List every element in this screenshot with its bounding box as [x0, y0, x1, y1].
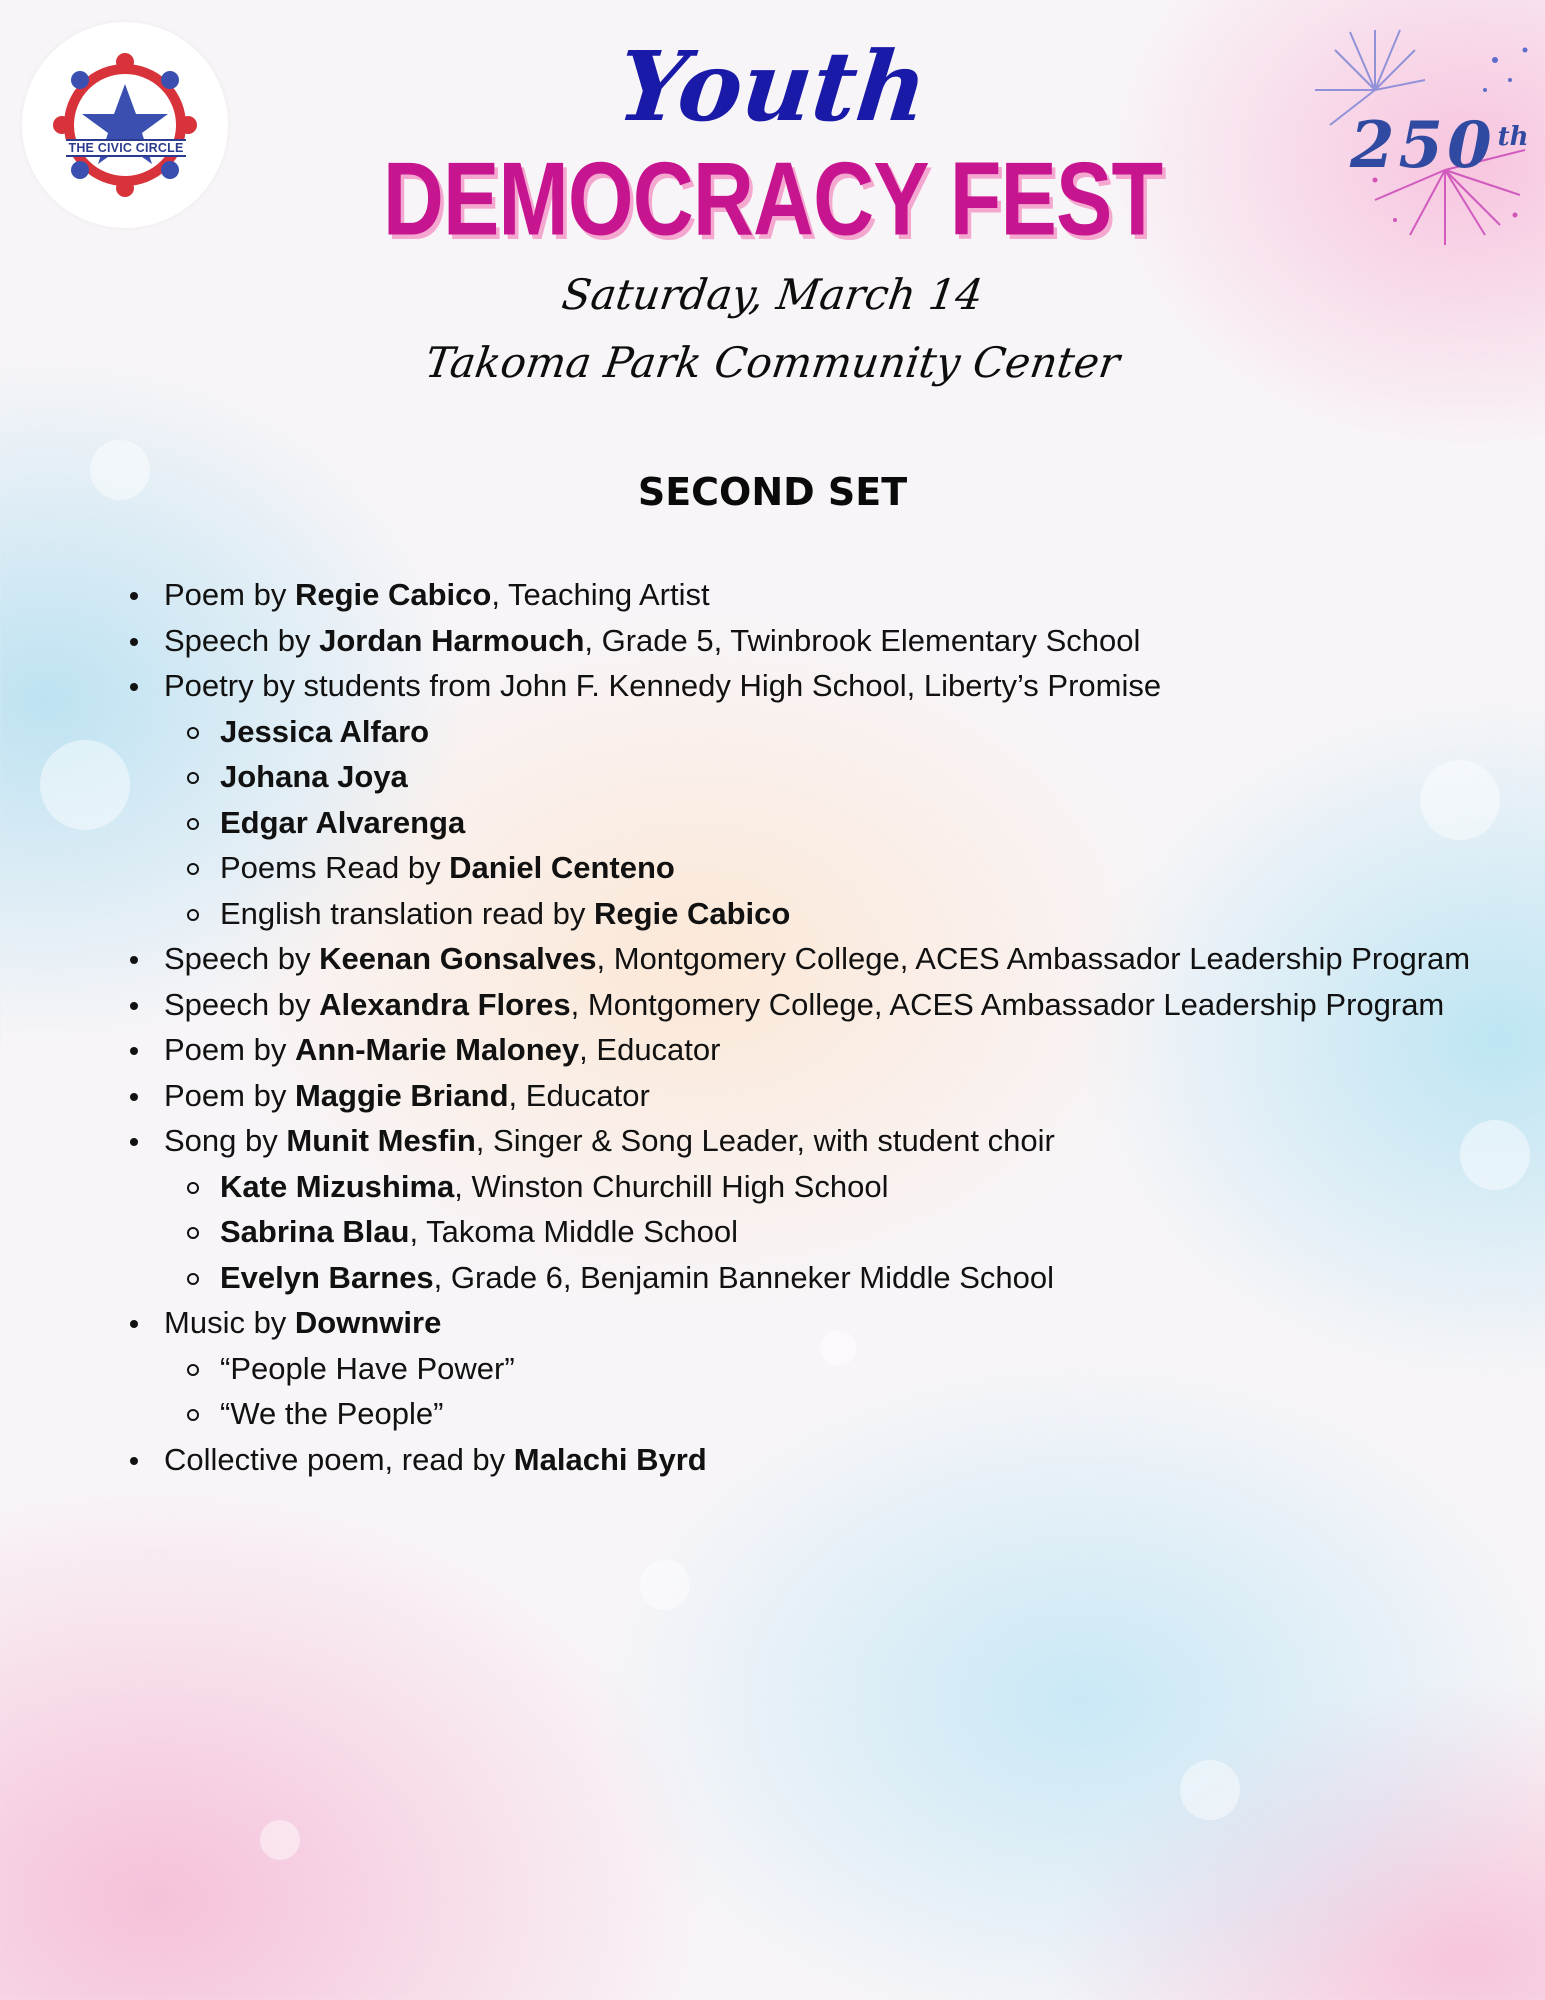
performer-name: Daniel Centeno: [449, 850, 675, 885]
program-subitem: [110, 754, 1530, 800]
program-subitem: [110, 845, 1530, 891]
program-text: Poem by: [164, 1077, 295, 1113]
program-subitem: [110, 891, 1530, 937]
program-item: [110, 1027, 1530, 1073]
performer-name: Ann-Marie Maloney: [294, 1032, 580, 1067]
program-item: [110, 663, 1530, 709]
performer-name: Edgar Alvarenga: [220, 804, 466, 840]
performer-name: Regie Cabico: [294, 577, 492, 612]
program-subitem: [110, 1346, 1530, 1392]
performer-name: Evelyn Barnes: [220, 1259, 434, 1295]
program-text: , Teaching Artist: [491, 577, 710, 612]
event-date: Saturday, March 14: [559, 270, 986, 319]
section-title: SECOND SET: [637, 470, 908, 514]
program-subitem: [110, 1164, 1530, 1210]
program-text: Poems Read by: [220, 850, 450, 885]
program-text: , Winston Churchill High School: [454, 1168, 889, 1204]
program-text: , Takoma Middle School: [409, 1214, 739, 1249]
anniversary-number: 250: [1350, 108, 1496, 183]
performer-name: Jessica Alfaro: [220, 713, 430, 749]
program-text: Poetry by students from John F. Kennedy High School, Liberty’s Promise: [164, 668, 1162, 703]
performer-name: Sabrina Blau: [220, 1214, 410, 1249]
program-subitem: [110, 800, 1530, 846]
program-text: , Grade 5, Twinbrook Elementary School: [584, 622, 1141, 658]
bokeh-dot: [640, 1560, 690, 1610]
performer-name: Maggie Briand: [294, 1077, 509, 1113]
program-item: [110, 1300, 1530, 1346]
program-text: Poem by: [164, 577, 295, 612]
program-text: English translation read by: [220, 895, 594, 931]
performer-name: Johana Joya: [220, 759, 408, 794]
program-text: Song by: [164, 1123, 287, 1158]
program-text: Music by: [164, 1305, 295, 1340]
program-subitem: [110, 709, 1530, 755]
performer-name: Regie Cabico: [593, 895, 791, 931]
bokeh-dot: [1180, 1760, 1240, 1820]
program-item: [110, 936, 1530, 982]
program-item: [110, 1073, 1530, 1119]
program-item: [110, 572, 1530, 618]
program-list: [110, 572, 1530, 1482]
title-script: Youth: [612, 30, 933, 143]
performer-name: Munit Mesfin: [286, 1123, 476, 1158]
performer-name: Kate Mizushima: [220, 1168, 455, 1204]
program-item: [110, 618, 1530, 664]
program-text: , Montgomery College, ACES Ambassador Leadership Program: [570, 986, 1445, 1022]
program-text: , Educator: [579, 1032, 721, 1067]
program-item: [110, 1437, 1530, 1483]
program-subitem: [110, 1255, 1530, 1301]
bokeh-dot: [260, 1820, 300, 1860]
program-item: [110, 982, 1530, 1028]
performer-name: Jordan Harmouch: [319, 622, 585, 658]
program-text: “We the People”: [220, 1396, 444, 1431]
program-text: “People Have Power”: [220, 1350, 515, 1386]
program-subitem: [110, 1391, 1530, 1437]
program-text: Speech by: [164, 986, 320, 1022]
program-subitem: [110, 1209, 1530, 1255]
event-venue: Takoma Park Community Center: [422, 338, 1123, 387]
program-text: Collective poem, read by: [164, 1441, 514, 1477]
logo-text: THE CIVIC CIRCLE: [66, 139, 186, 157]
program-item: [110, 1118, 1530, 1164]
performer-name: Keenan Gonsalves: [319, 941, 597, 976]
anniversary-suffix: th: [1497, 122, 1529, 152]
program-text: , Grade 6, Benjamin Banneker Middle School: [433, 1259, 1055, 1295]
program-text: Speech by: [164, 941, 320, 976]
program-text: , Montgomery College, ACES Ambassador Leadership Program: [596, 941, 1471, 976]
performer-name: Malachi Byrd: [513, 1441, 707, 1477]
program-text: Speech by: [164, 622, 320, 658]
program-text: , Singer & Song Leader, with student choir: [475, 1123, 1055, 1158]
performer-name: Alexandra Flores: [319, 986, 571, 1022]
title-block: DEMOCRACY FEST: [382, 141, 1163, 258]
program-text: Poem by: [164, 1032, 295, 1067]
performer-name: Downwire: [294, 1305, 442, 1340]
program-text: , Educator: [508, 1077, 650, 1113]
